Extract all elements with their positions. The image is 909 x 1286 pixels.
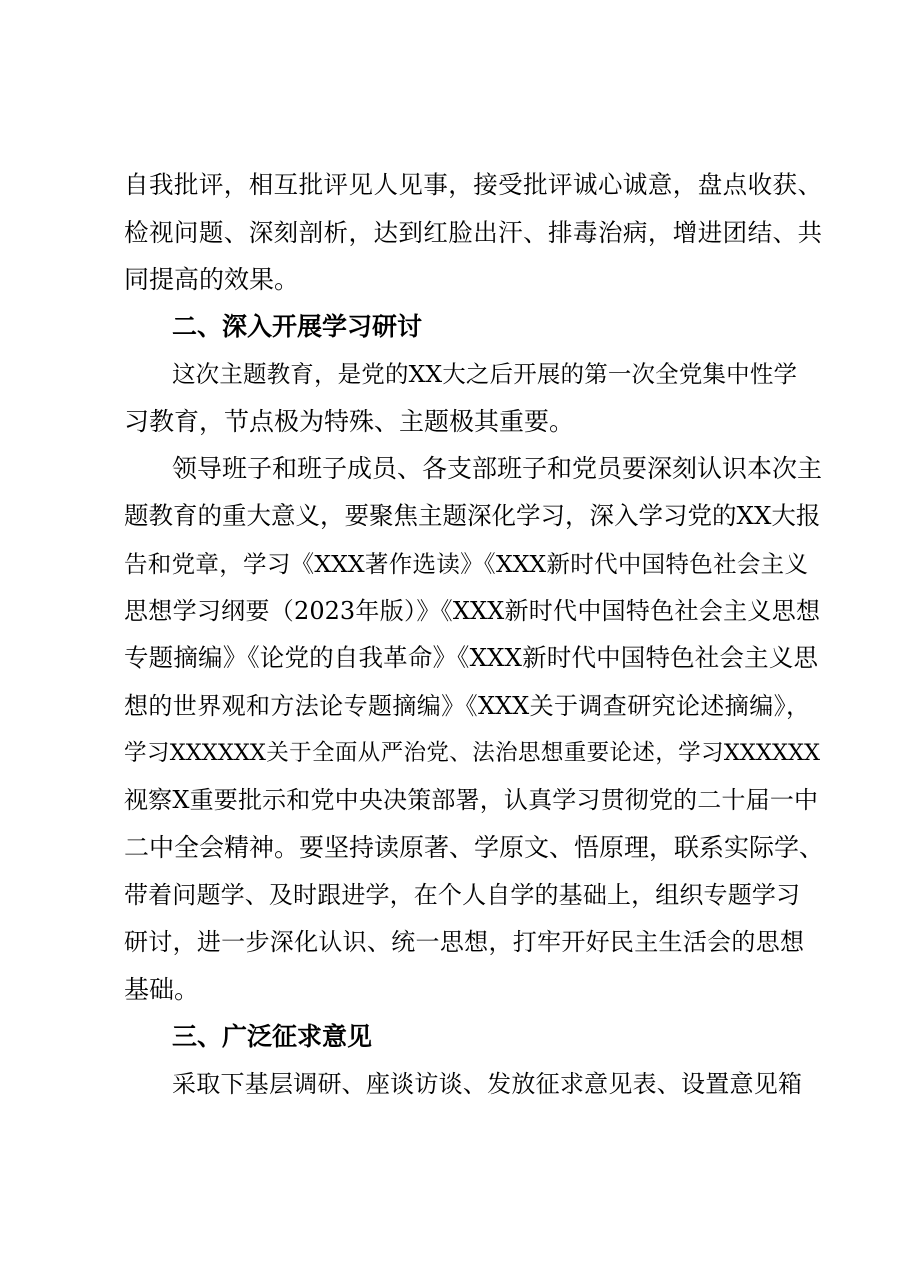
paragraph-3-line-11: 研讨，进一步深化认识、统一思想，打牢开好民主生活会的思想: [124, 928, 804, 956]
paragraph-3-line-7: 学习XXXXXX关于全面从严治党、法治思想重要论述，学习XXXXXX: [124, 740, 820, 766]
text-line: [0, 1064, 909, 1104]
paragraph-3-line-9: 二中全会精神。要坚持读原著、学原文、悟原理，联系实际学、: [124, 833, 825, 862]
section-heading-3-text: 三、广泛征求意见: [172, 1022, 373, 1051]
text-line: [0, 638, 909, 678]
text-line: [0, 213, 909, 253]
paragraph-3-line-1: 领导班子和班子成员、各支部班子和党员要深刻认识本次主: [172, 454, 823, 483]
paragraph-2-line-2: 习教育，节点极为特殊、主题极其重要。: [124, 407, 575, 436]
text-line: [0, 828, 909, 868]
text-line: [0, 165, 909, 205]
text-line: [0, 591, 909, 631]
text-line: [0, 780, 909, 820]
paragraph-1-line-2: 检视问题、深刻剖析，达到红脸出汗、排毒治病，增进团结、共: [124, 218, 822, 247]
paragraph-3-line-2: 题教育的重大意义，要聚焦主题深化学习，深入学习党的XX大报: [124, 501, 821, 530]
text-line: [0, 449, 909, 489]
paragraph-2-line-1: 这次主题教育，是党的XX大之后开展的第一次全党集中性学: [172, 360, 797, 388]
paragraph-1-line-3: 同提高的效果。: [124, 265, 300, 294]
text-line: [0, 733, 909, 773]
text-line: [0, 970, 909, 1010]
text-line: [0, 260, 909, 300]
section-heading-2-text: 二、深入开展学习研讨: [172, 312, 423, 341]
text-line: [0, 402, 909, 442]
text-line: [0, 875, 909, 915]
paragraph-3-line-5: 专题摘编》《论党的自我革命》《XXX新时代中国特色社会主义思: [124, 643, 818, 672]
text-line: [0, 496, 909, 536]
paragraph-4-line-1: 采取下基层调研、座谈访谈、发放征求意见表、设置意见箱: [172, 1070, 802, 1098]
paragraph-3-line-4: 思想学习纲要（2023年版）》《XXX新时代中国特色社会主义思想: [124, 597, 820, 625]
text-line: [0, 354, 909, 394]
text-line: [0, 544, 909, 584]
paragraph-3-line-6: 想的世界观和方法论专题摘编》《XXX关于调查研究论述摘编》，: [124, 692, 810, 720]
text-line: [0, 922, 909, 962]
paragraph-3-line-8: 视察X重要批示和党中央决策部署，认真学习贯彻党的二十届一中: [124, 786, 818, 814]
paragraph-3-line-10: 带着问题学、及时跟进学，在个人自学的基础上，组织专题学习: [124, 881, 800, 909]
paragraph-3-line-12: 基础。: [124, 975, 200, 1004]
text-line: [0, 686, 909, 726]
paragraph-1-line-1: 自我批评，相互批评见人见事，接受批评诚心诚意，盘点收获、: [124, 170, 822, 199]
paragraph-3-line-3: 告和党章，学习《XXX著作选读》《XXX新时代中国特色社会主义: [124, 550, 808, 578]
section-heading-2: [0, 307, 909, 347]
section-heading-3: [0, 1017, 909, 1057]
